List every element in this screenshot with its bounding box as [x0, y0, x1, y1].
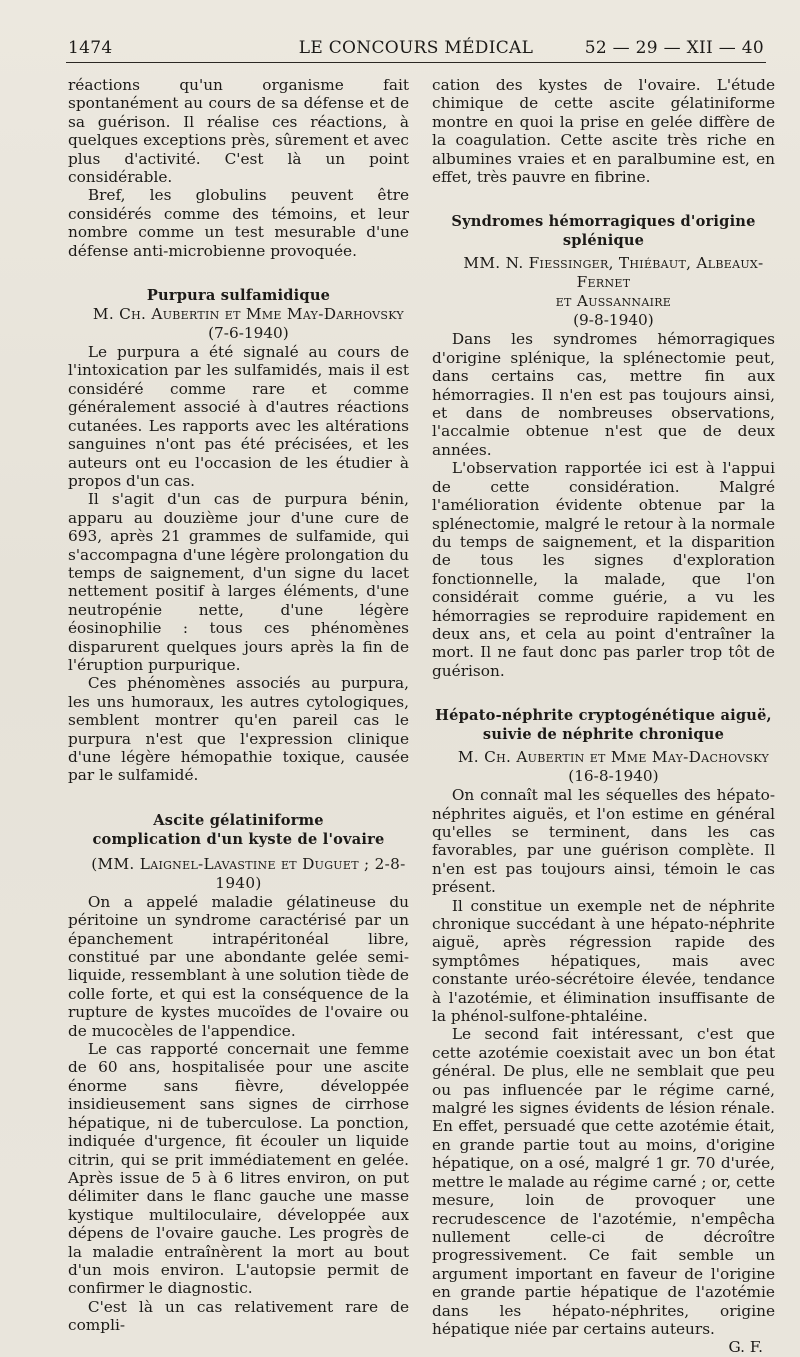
signature: G. F.	[728, 1338, 763, 1357]
article-date: (9-8-1940)	[573, 311, 654, 330]
article-title: Hépato-néphrite cryptogénétique aiguë,	[435, 707, 772, 725]
paragraph: L'observation rapportée ici est à l'appui de cette considération. Malgré l'amélioration évidente obtenue par la splénectomie, malgré le retour à la normale du temps de saignement, et la disparition de tous les signes d'exploration fonctionnelle, la malade, que l'on considérait comme guérie, a vu les hémorragies se reproduire rapidement en deux ans, et cela au point d'entraîner la mort. Il ne faut donc pas parler trop tôt de guérison.	[432, 459, 775, 680]
article-title: Ascite gélatiniforme	[153, 811, 324, 829]
paragraph: Il s'agit d'un cas de purpura bénin, apparu au douzième jour d'une cure de 693, après 21 grammes de sulfamide, qui s'accompagna d'une légère prolongation du temps de saignement, d'un signe du lacet nettement positif à larges éléments, d'une neutropénie nette, d'une légère éosinophilie : tous ces phénomènes disparurent quelques jours après la fin de l'éruption purpurique.	[68, 490, 409, 674]
paragraph: Le cas rapporté concernait une femme de 60 ans, hospitalisée pour une ascite énorme sans fièvre, développée insidieusement sans signes de cirrhose hépatique, ni de tuberculose. La ponction, indiquée d'urgence, fit écouler un liquide citrin, qui se prit immédiatement en gelée. Après issue de 5 à 6 litres environ, on put délimiter dans le flanc gauche une masse kystique multiloculaire, développée aux dépens de l'ovaire gauche. Les progrès de la maladie entraînèrent la mort au bout d'un mois environ. L'autopsie permit de confirmer le diagnostic.	[68, 1040, 409, 1298]
left-column	[68, 76, 409, 1335]
header-rule	[66, 62, 766, 63]
article-authors: et Aussannaire	[555, 292, 672, 311]
paragraph: On connaît mal les séquelles des hépato-néphrites aiguës, et l'on estime en général qu'elles se terminent, dans les cas favorables, par une guérison complète. Il n'en est pas toujours ainsi, témoin le cas présent.	[432, 786, 775, 897]
paragraph: Il constitue un exemple net de néphrite chronique succédant à une hépato-néphrite aiguë, après régression rapide des symptômes hépatiques, mais avec constante uréo-sécrétoire élevée, tendance à l'azotémie, et élimination insuffisante de la phénol-sulfone-phtaléine.	[432, 896, 775, 1026]
paragraph: cation des kystes de l'ovaire. L'étude chimique de cette ascite gélatiniforme montre en quoi la prise en gelée diffère de la coagulation. Cette ascite très riche en albumines vraies et en paralbumine est, en effet, très pauvre en fibrine.	[432, 76, 775, 187]
paragraph: Le purpura a été signalé au cours de l'intoxication par les sulfamidés, mais il est considéré comme rare et comme généralement associé à d'autres réactions cutanées. Les rapports avec les altérations sanguines n'ont pas été précisées, et les auteurs ont eu l'occasion de les étudier à propos d'un cas.	[68, 343, 409, 490]
article-date: (7-6-1940)	[208, 324, 289, 343]
right-column	[432, 76, 775, 1357]
article-date: (16-8-1940)	[568, 767, 659, 786]
article-subtitle: suivie de néphrite chronique	[482, 726, 725, 744]
article-title: Syndromes hémorragiques d'origine splénique	[451, 213, 756, 250]
paragraph: Le second fait intéressant, c'est que cette azotémie coexistait avec un bon état général. De plus, elle ne semblait que peu ou pas influencée par le régime carné, malgré les signes évidents de lésion rénale. En effet, persuadé que cette azotémie était, en grande partie tout au moins, d'origine hépatique, on a osé, malgré 1 gr. 70 d'urée, mettre le malade au régime carné ; or, cette mesure, loin de provoquer une recrudescence de l'azotémie, n'empêcha nullement celle-ci de décroître progressivement. Ce fait semble un argument important en faveur de l'origine en grande partie hépatique de l'azotémie dans les hépato-néphrites, origine hépatique niée par certains auteurs.	[432, 1025, 775, 1338]
article-authors: (MM. Laignel-Lavastine et Duguet ; 2-8-1940)	[91, 854, 406, 892]
paragraph: On a appelé maladie gélatineuse du péritoine un syndrome caractérisé par un épanchement intrapéritonéal libre, constitué par une abondante gelée semi-liquide, ressemblant à une solution tiède de colle forte, et qui est la conséquence de la rupture de kystes mucoïdes de l'ovaire ou de mucocèles de l'appendice.	[68, 892, 409, 1040]
article-authors: MM. N. Fiessinger, Thiébaut, Albeaux-Fernet	[463, 254, 764, 292]
article-authors: M. Ch. Aubertin et Mme May-Darhovsky	[92, 305, 404, 324]
issue-number: 52 — 29 — XII — 40	[584, 38, 764, 58]
paragraph: réactions qu'un organisme fait spontanément au cours de sa défense et de sa guérison. Il réalise ces réactions, à quelques exceptions près, sûrement et avec plus d'activité. C'est là un point considérable.	[68, 76, 409, 187]
paragraph: Dans les syndromes hémorragiques d'origine splénique, la splénectomie peut, dans certains cas, mettre fin aux hémorragies. Il n'en est pas toujours ainsi, et dans de nombreuses observations, l'accalmie obtenue n'est que de deux années.	[432, 330, 775, 459]
page-number: 1474	[68, 38, 113, 58]
article-subtitle: complication d'un kyste de l'ovaire	[92, 830, 385, 848]
page-header	[68, 34, 764, 64]
paragraph: Bref, les globulins peuvent être considérés comme des témoins, et leur nombre comme un test mesurable d'une défense anti-microbienne provoquée.	[68, 186, 409, 260]
article-title: Purpura sulfamidique	[146, 287, 331, 305]
paragraph: Ces phénomènes associés au purpura, les uns humoraux, les autres cytologiques, semblent montrer qu'en pareil cas le purpura n'est que l'expression clinique d'une légère hémopathie toxique, causée par le sulfamidé.	[68, 674, 409, 785]
paragraph: C'est là un cas relativement rare de compli-	[68, 1297, 409, 1335]
journal-title: LE CONCOURS MÉDICAL	[298, 38, 534, 58]
article-authors: M. Ch. Aubertin et Mme May-Dachovsky	[457, 748, 770, 767]
